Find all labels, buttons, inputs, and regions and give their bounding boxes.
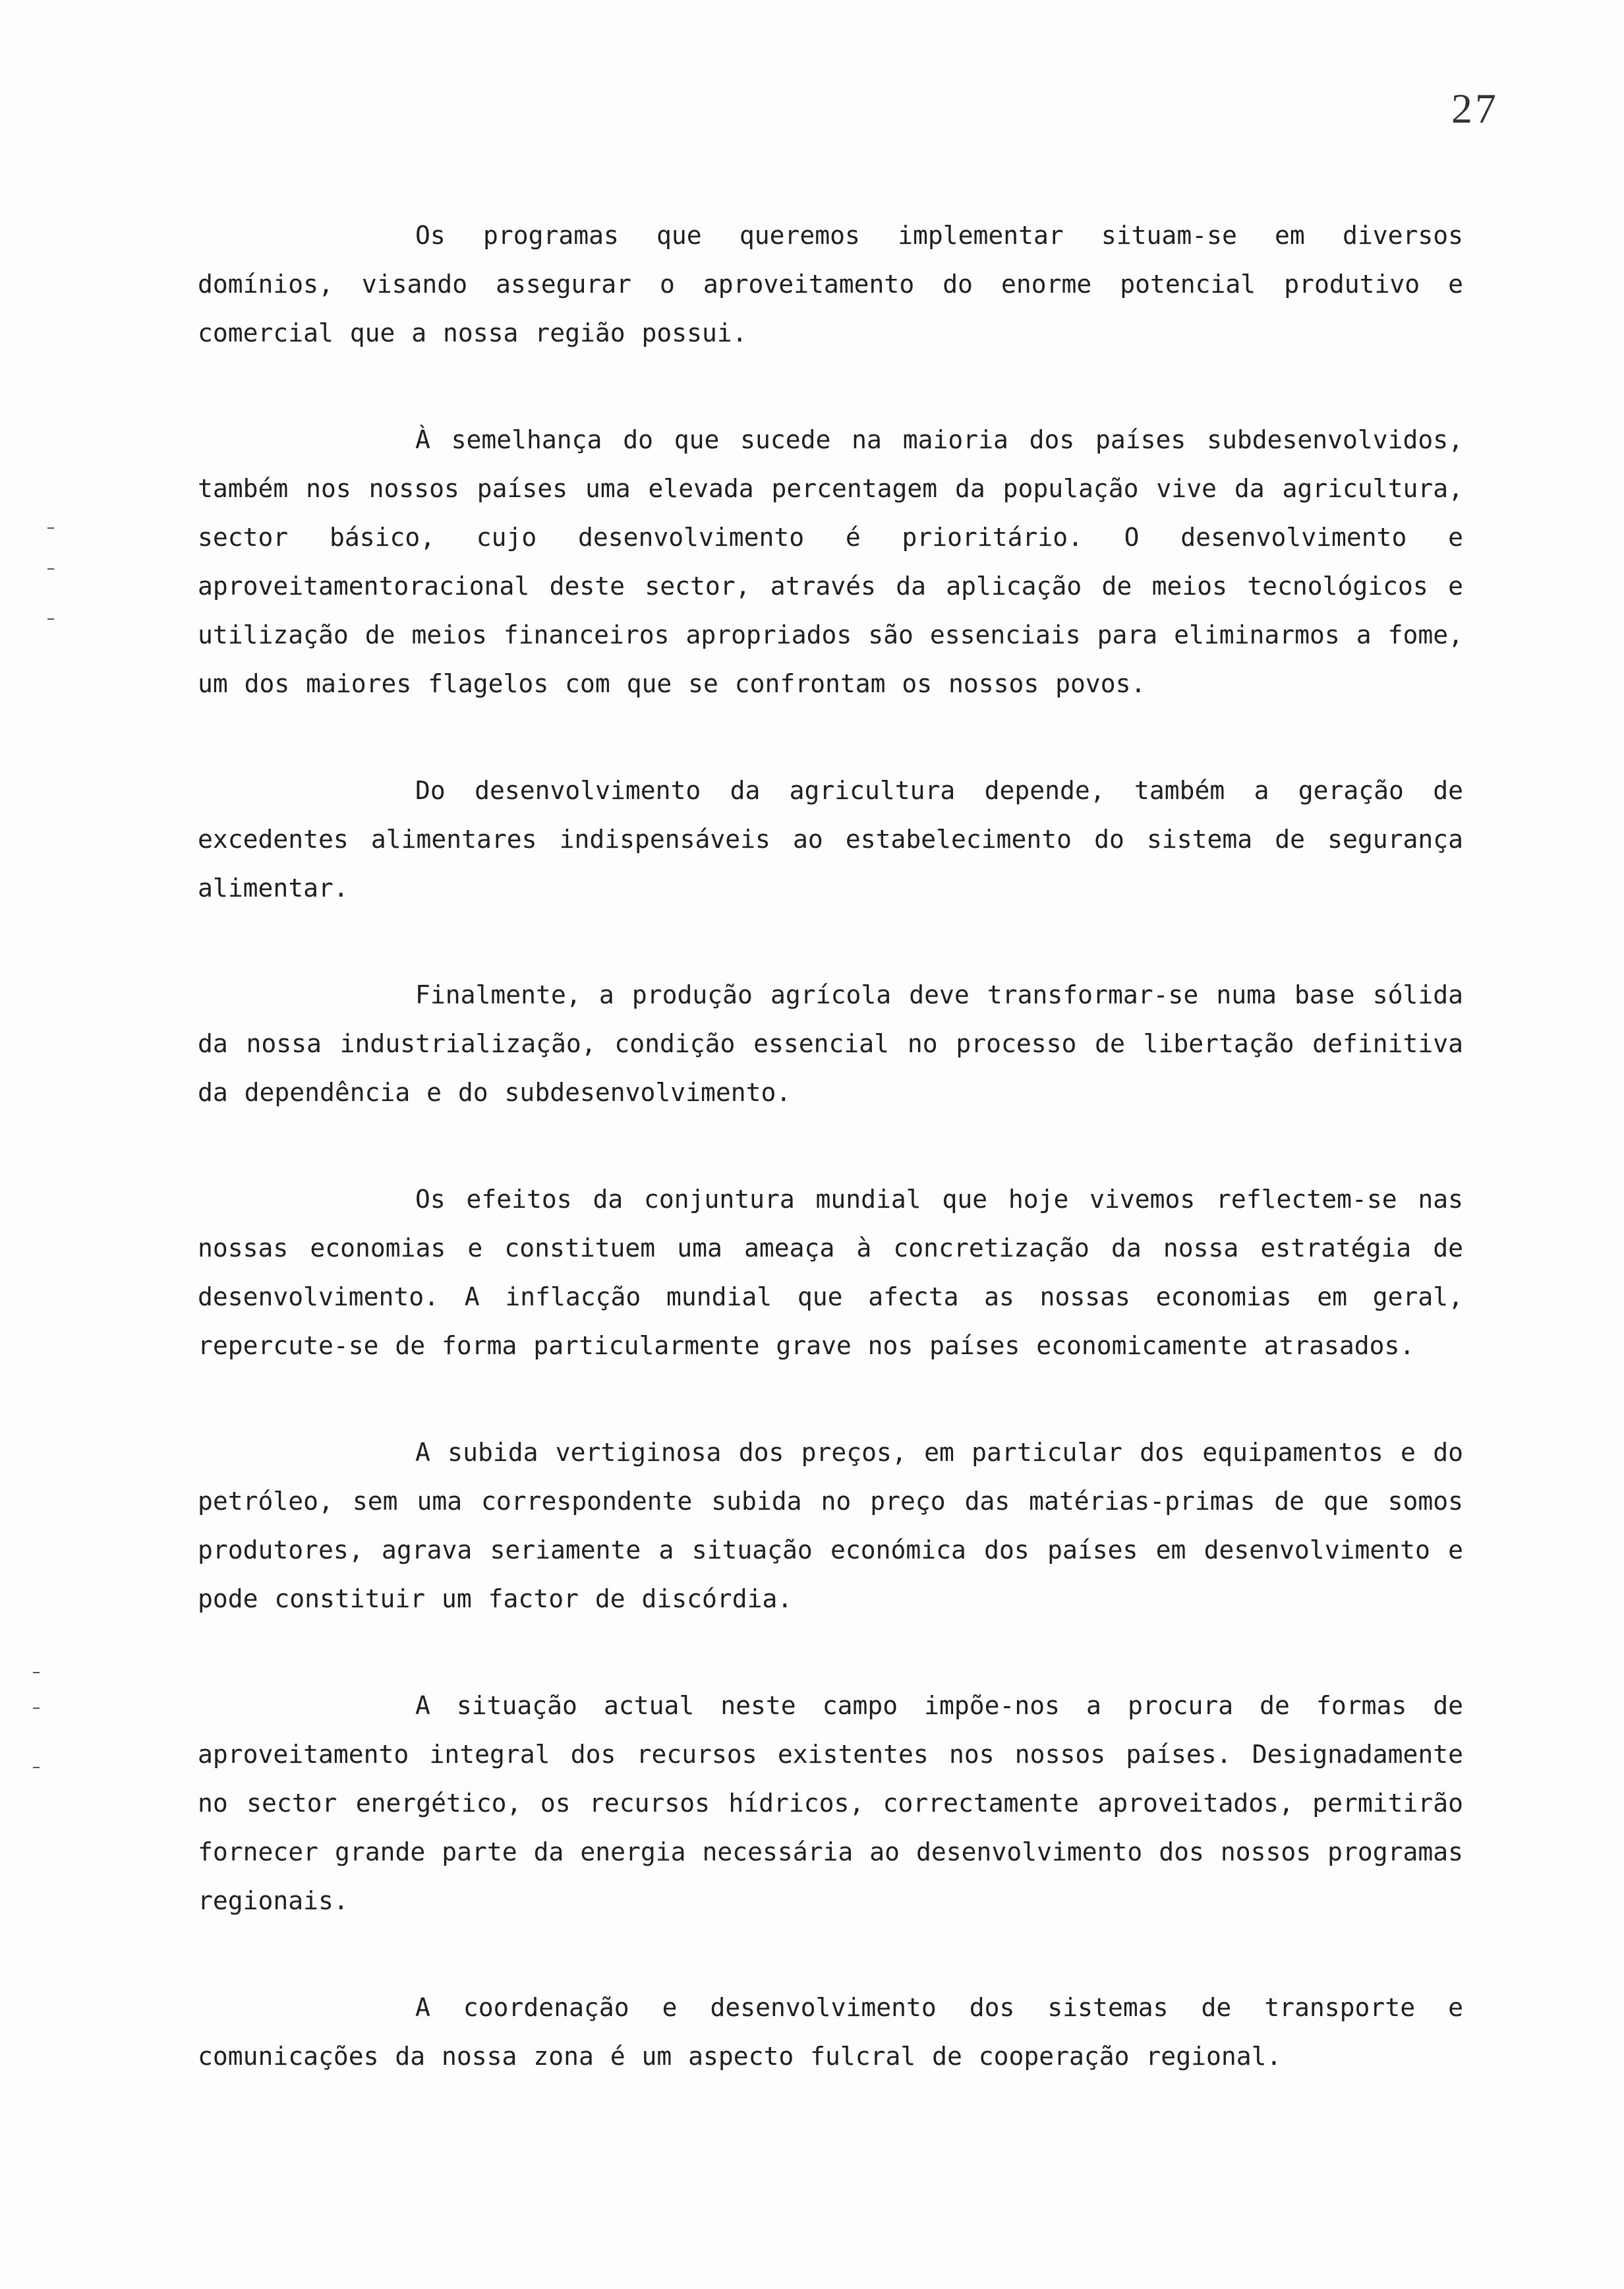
paragraph: Os efeitos da conjuntura mundial que hoje vivemos reflectem-se nas nossas economias e constituem uma ameaça à concretização da nossa estratégia de desenvolvimento. A inflacção mundial que afecta as nossas economias em geral, repercute-se de forma particularmente grave nos países economicamente atrasados. (198, 1185, 1463, 1360)
margin-mark (47, 527, 54, 529)
margin-mark (33, 1672, 40, 1673)
body-text (198, 211, 1463, 2139)
margin-mark (33, 1767, 40, 1768)
page-number: 27 (1451, 85, 1499, 132)
paragraph: A situação actual neste campo impõe-nos a procura de formas de aproveitamento integral dos recursos existentes nos nossos países. Designadamente no sector energético, os recursos hídricos, correctamente aproveitados, permitirão fornecer grande parte da energia necessária ao desenvolvimento dos nossos programas regionais. (198, 1691, 1463, 1915)
paragraph: A subida vertiginosa dos preços, em particular dos equipamentos e do petróleo, sem uma correspondente subida no preço das matérias-primas de que somos produtores, agrava seriamente a situação económica dos países em desenvolvimento e pode constituir um factor de discórdia. (198, 1438, 1463, 1613)
margin-mark (33, 1708, 40, 1709)
paragraph: À semelhança do que sucede na maioria dos países subdesenvolvidos, também nos nossos países uma elevada percentagem da população vive da agricultura, sector básico, cujo desenvolvimento é prioritário. O desenvolvimento e aproveitamentoracional deste sector, através da aplicação de meios tecnológicos e utilização de meios financeiros apropriados são essenciais para eliminarmos a fome, um dos maiores flagelos com que se confrontam os nossos povos. (198, 425, 1463, 698)
paragraph: Do desenvolvimento da agricultura depende, também a geração de excedentes alimentares indispensáveis ao estabelecimento do sistema de segurança alimentar. (198, 776, 1463, 903)
paragraph: Os programas que queremos implementar situam-se em diversos domínios, visando assegurar o aproveitamento do enorme potencial produtivo e comercial que a nossa região possui. (198, 221, 1463, 347)
paragraph: Finalmente, a produção agrícola deve transformar-se numa base sólida da nossa industrialização, condição essencial no processo de libertação definitiva da dependência e do subdesenvolvimento. (198, 980, 1463, 1107)
margin-mark (47, 618, 54, 620)
paragraph: A coordenação e desenvolvimento dos sistemas de transporte e comunicações da nossa zona é um aspecto fulcral de cooperação regional. (198, 1993, 1463, 2071)
margin-mark (47, 568, 54, 570)
